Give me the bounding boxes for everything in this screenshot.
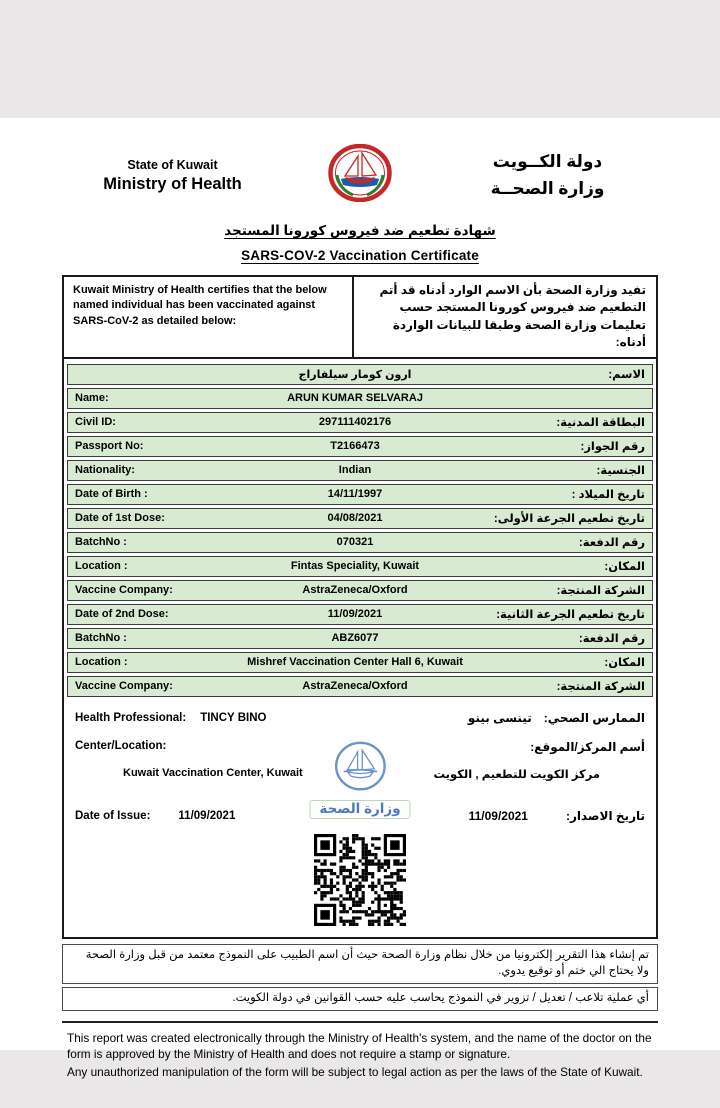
health-professional-label: Health Professional: bbox=[75, 711, 187, 724]
row-value: AstraZeneca/Oxford bbox=[302, 584, 408, 597]
row-value: Indian bbox=[338, 464, 372, 477]
table-row bbox=[67, 628, 653, 649]
center-location-values bbox=[75, 767, 645, 781]
table-row bbox=[67, 652, 653, 673]
center-location-label-arabic: أسم المركز/الموقع: bbox=[530, 739, 645, 754]
row-value: Mishref Vaccination Center Hall 6, Kuwait bbox=[247, 656, 463, 669]
row-label-english: Civil ID: bbox=[75, 416, 116, 429]
table-row bbox=[67, 388, 653, 409]
row-value: 04/08/2021 bbox=[327, 512, 383, 525]
row-label-english: Date of 2nd Dose: bbox=[75, 608, 169, 621]
english-disclaimer-1: This report was created electronically through the Ministry of Health's system, and the name of the doctor on the form is approved by the Ministry of Health and does not require a stamp or signature. bbox=[67, 1030, 652, 1062]
table-row bbox=[67, 460, 653, 481]
row-label-arabic: رقم الجواز: bbox=[580, 441, 645, 454]
certificate-header bbox=[0, 144, 720, 207]
ministry-of-health-arabic: وزارة الصحــة bbox=[490, 178, 605, 198]
certification-statement bbox=[64, 277, 656, 359]
date-of-issue-arabic bbox=[469, 809, 645, 823]
row-label-arabic: تاريخ تطعيم الجرعة الثانية: bbox=[496, 609, 645, 622]
ministry-of-health-text: Ministry of Health bbox=[103, 174, 242, 193]
certificate-title-english: SARS-COV-2 Vaccination Certificate bbox=[241, 248, 479, 263]
certificate-sheet bbox=[0, 118, 720, 1080]
row-label-arabic: الاسم: bbox=[608, 369, 645, 382]
arabic-disclaimer-2: أي عملية تلاعب / تعديل / تزوير في النموذج يحاسب عليه حسب القوانين في دولة الكويت. bbox=[62, 987, 658, 1011]
table-row bbox=[67, 412, 653, 433]
row-label-arabic: رقم الدفعة: bbox=[578, 633, 645, 646]
center-location-value-arabic: مركز الكويت للتطعيم , الكويت bbox=[433, 768, 600, 781]
row-label-english: Date of Birth : bbox=[75, 488, 148, 501]
table-row bbox=[67, 604, 653, 625]
row-label-arabic: تاريخ تطعيم الجرعة الأولى: bbox=[493, 513, 645, 526]
table-row bbox=[67, 484, 653, 505]
row-label-english: BatchNo : bbox=[75, 632, 127, 645]
moh-emblem-icon bbox=[328, 144, 392, 202]
row-label-arabic: تاريخ الميلاد : bbox=[571, 489, 645, 502]
row-label-arabic: المكان: bbox=[604, 657, 645, 670]
table-row bbox=[67, 532, 653, 553]
table-row bbox=[67, 556, 653, 577]
date-of-issue-english bbox=[75, 810, 235, 822]
health-professional-value-arabic: تينسى بينو bbox=[467, 710, 532, 725]
row-value: 070321 bbox=[336, 536, 374, 549]
row-label-arabic: المكان: bbox=[604, 561, 645, 574]
certificate-body bbox=[62, 275, 658, 939]
row-label-arabic: رقم الدفعة: bbox=[578, 537, 645, 550]
health-professional-arabic bbox=[468, 711, 645, 725]
row-label-arabic: الشركة المنتجة: bbox=[556, 585, 645, 598]
table-row bbox=[67, 436, 653, 457]
qr-code-icon bbox=[314, 834, 406, 926]
header-english bbox=[60, 158, 285, 194]
moh-logo bbox=[285, 144, 435, 207]
table-row bbox=[67, 580, 653, 601]
certificate-title-arabic: شهادة تطعيم ضد فيروس كورونا المستجد bbox=[224, 223, 496, 238]
vaccination-details-table bbox=[64, 359, 656, 702]
row-label-arabic: الجنسية: bbox=[596, 465, 645, 478]
row-value: 11/09/2021 bbox=[327, 608, 383, 621]
row-label-arabic: الشركة المنتجة: bbox=[556, 681, 645, 694]
english-disclaimer bbox=[67, 1030, 653, 1081]
row-label-english: Vaccine Company: bbox=[75, 680, 173, 693]
date-of-issue-value: 11/09/2021 bbox=[178, 809, 236, 822]
row-value: ارون كومار سيلفاراج bbox=[298, 368, 412, 381]
state-of-kuwait-text: State of Kuwait bbox=[127, 157, 218, 172]
row-label-english: Location : bbox=[75, 560, 128, 573]
health-professional-value: TINCY BINO bbox=[200, 711, 267, 724]
row-label-english: Vaccine Company: bbox=[75, 584, 173, 597]
health-professional-label-arabic: الممارس الصحي: bbox=[543, 710, 645, 725]
row-value: T2166473 bbox=[330, 440, 380, 453]
row-value: ABZ6077 bbox=[331, 632, 379, 645]
date-of-issue-label-arabic: تاريخ الاصدار: bbox=[565, 808, 645, 823]
row-label-english: Date of 1st Dose: bbox=[75, 512, 165, 525]
date-of-issue-value-arabic: 11/09/2021 bbox=[468, 808, 528, 823]
watermark-ministry-text: وزارة الصحة bbox=[309, 800, 410, 819]
footer-divider bbox=[62, 1021, 658, 1023]
row-value: 297111402176 bbox=[318, 416, 392, 429]
table-row bbox=[67, 676, 653, 697]
table-row bbox=[67, 508, 653, 529]
qr-code bbox=[64, 834, 656, 931]
row-label-english: Nationality: bbox=[75, 464, 135, 477]
row-value: ARUN KUMAR SELVARAJ bbox=[287, 392, 423, 405]
row-label-english: Location : bbox=[75, 656, 128, 669]
center-location-value-english: Kuwait Vaccination Center, Kuwait bbox=[123, 766, 303, 779]
center-location-labels bbox=[75, 740, 645, 754]
row-value: 14/11/1997 bbox=[327, 488, 383, 501]
row-value: AstraZeneca/Oxford bbox=[302, 680, 408, 693]
date-of-issue-label: Date of Issue: bbox=[75, 809, 151, 822]
row-label-english: Passport No: bbox=[75, 440, 144, 453]
center-location-label-english: Center/Location: bbox=[75, 739, 167, 752]
row-label-english: Name: bbox=[75, 392, 109, 405]
state-of-kuwait-arabic: دولة الكــويت bbox=[492, 152, 603, 172]
row-value: Fintas Speciality, Kuwait bbox=[290, 560, 420, 573]
health-professional-english bbox=[75, 712, 266, 724]
table-row bbox=[67, 364, 653, 385]
statement-english: Kuwait Ministry of Health certifies that the below named individual has been vaccinated against SARS-CoV-2 as detailed below: bbox=[64, 277, 354, 357]
statement-arabic: تفيد وزارة الصحة بأن الاسم الوارد أدناه قد أتم التطعيم ضد فيروس كورونا المستجد حسب تعليمات وزارة الصحة وطبقا للبيانات الواردة أدناه: bbox=[379, 283, 646, 350]
health-professional-row bbox=[64, 702, 656, 725]
date-of-issue-row bbox=[64, 802, 656, 823]
arabic-disclaimer-1: تم إنشاء هذا التقرير إلكترونيا من خلال نظام وزارة الصحة حيث أن اسم الطبيب على النموذج معتمد من قبل وزارة الصحة ولا يحتاج الي ختم أو توقيع يدوي. bbox=[62, 944, 658, 984]
row-label-arabic: البطاقة المدنية: bbox=[556, 417, 645, 430]
english-disclaimer-2: Any unauthorized manipulation of the form will be subject to legal action as per the laws of the State of Kuwait. bbox=[67, 1065, 643, 1080]
header-arabic bbox=[435, 149, 660, 202]
row-label-english: BatchNo : bbox=[75, 536, 127, 549]
